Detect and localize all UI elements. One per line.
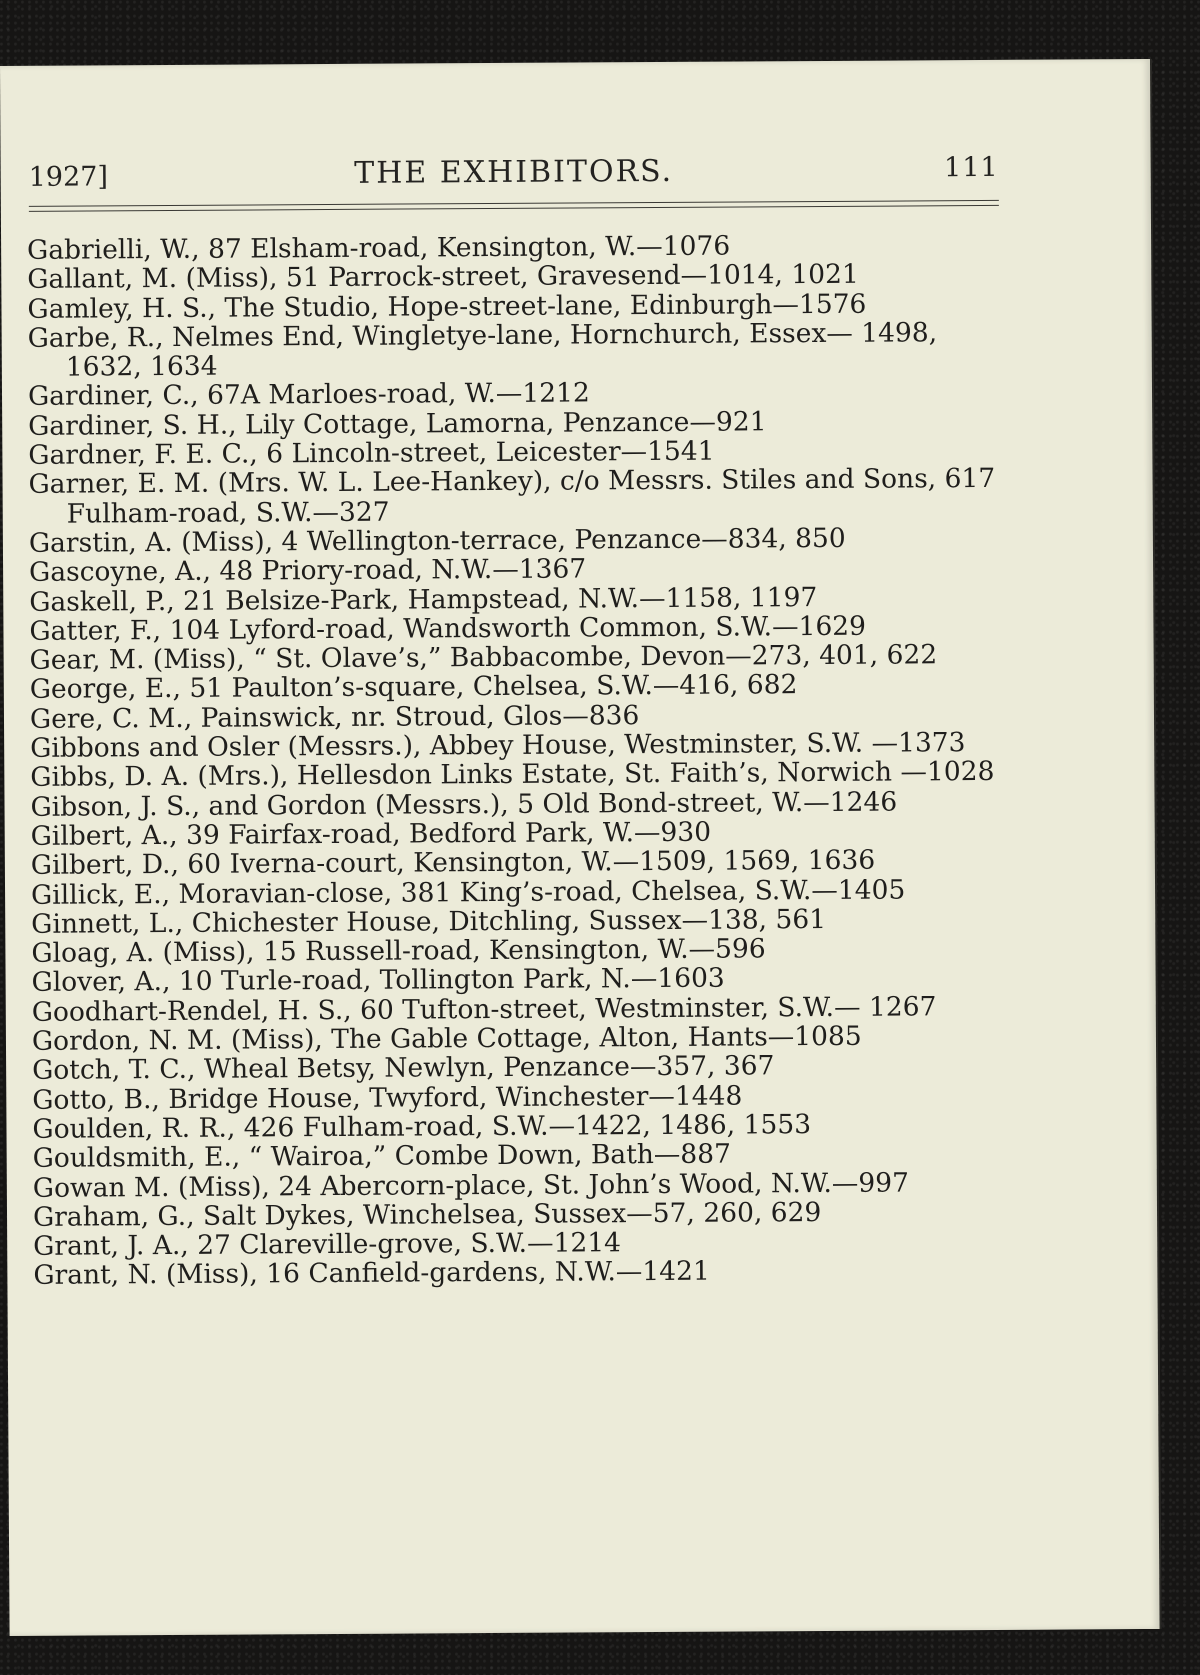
list-item: Goodhart-Rendel, H. S., 60 Tufton-street, Westminster, S.W.— 1267 <box>31 991 937 1028</box>
list-item: Gotto, B., Bridge House, Twyford, Winchester—1448 <box>32 1080 743 1116</box>
list-item: Gilbert, D., 60 Iverna-court, Kensington, W.—1509, 1569, 1636 <box>30 844 876 882</box>
list-item: Graham, G., Salt Dykes, Winchelsea, Sussex—57, 260, 629 <box>32 1196 822 1233</box>
list-item: Gordon, N. M. (Miss), The Gable Cottage, Alton, Hants—1085 <box>31 1020 862 1057</box>
list-item: Gamley, H. S., The Studio, Hope-street-lane, Edinburgh—1576 <box>27 288 867 325</box>
page-number: 111 <box>943 151 999 184</box>
list-item: Gardiner, C., 67A Marloes-road, W.—1212 <box>27 377 590 413</box>
list-item: Gabrielli, W., 87 Elsham-road, Kensington, W.—1076 <box>27 230 731 266</box>
list-item: Gouldsmith, E., “ Wairoa,” Combe Down, Bath—887 <box>32 1138 732 1175</box>
list-item: Gear, M. (Miss), “ St. Olave’s,” Babbacombe, Devon—273, 401, 622 <box>29 639 938 676</box>
list-item: Garner, E. M. (Mrs. W. L. Lee-Hankey), c/o Messrs. Stiles and Sons, 617 Fulham-road, S.W.—327 <box>28 463 996 530</box>
page-title: THE EXHIBITORS. <box>354 153 674 191</box>
list-item: Gaskell, P., 21 Belsize-Park, Hampstead, N.W.—1158, 1197 <box>29 581 818 618</box>
list-item: Ginnett, L., Chichester House, Ditchling, Sussex—138, 561 <box>31 903 827 940</box>
list-item: Grant, N. (Miss), 16 Canfield-gardens, N.W.—1421 <box>33 1256 710 1292</box>
list-item: Gloag, A. (Miss), 15 Russell-road, Kensington, W.—596 <box>31 933 766 969</box>
exhibitor-list <box>27 230 1023 1291</box>
list-item: Gowan M. (Miss), 24 Abercorn-place, St. John’s Wood, N.W.—997 <box>32 1166 910 1204</box>
list-item: Gardner, F. E. C., 6 Lincoln-street, Leicester—1541 <box>28 435 715 471</box>
header-year: 1927] <box>28 161 109 193</box>
list-item: Garbe, R., Nelmes End, Wingletye-lane, Hornchurch, Essex— 1498, 1632, 1634 <box>27 317 938 383</box>
list-item: Gardiner, S. H., Lily Cottage, Lamorna, Penzance—921 <box>28 406 767 442</box>
list-item: Garstin, A. (Miss), 4 Wellington-terrace, Penzance—834, 850 <box>28 522 846 559</box>
list-item: Gallant, M. (Miss), 51 Parrock-street, Gravesend—1014, 1021 <box>27 259 859 296</box>
list-item: Grant, J. A., 27 Clareville-grove, S.W.—1214 <box>33 1227 622 1262</box>
list-item: Gibson, J. S., and Gordon (Messrs.), 5 Old Bond-street, W.—1246 <box>30 786 898 823</box>
list-item: George, E., 51 Paulton’s-square, Chelsea, S.W.—416, 682 <box>29 669 798 706</box>
list-item: Gatter, F., 104 Lyford-road, Wandsworth Common, S.W.—1629 <box>29 610 867 647</box>
book-page <box>0 59 1160 1636</box>
running-header <box>29 152 999 198</box>
list-item: Goulden, R. R., 426 Fulham-road, S.W.—1422, 1486, 1553 <box>32 1108 812 1145</box>
list-item: Gere, C. M., Painswick, nr. Stroud, Glos—836 <box>29 699 640 735</box>
list-item: Gilbert, A., 39 Fairfax-road, Bedford Park, W.—930 <box>30 816 712 852</box>
list-item: Gascoyne, A., 48 Priory-road, N.W.—1367 <box>29 553 587 589</box>
list-item: Gillick, E., Moravian-close, 381 King’s-road, Chelsea, S.W.—1405 <box>30 874 906 911</box>
list-item: Gibbons and Osler (Messrs.), Abbey House, Westminster, S.W. —1373 <box>30 727 966 764</box>
list-item: Gotch, T. C., Wheal Betsy, Newlyn, Penzance—357, 367 <box>32 1050 775 1087</box>
list-item: Gibbs, D. A. (Mrs.), Hellesdon Links Estate, St. Faith’s, Norwich —1028 <box>30 756 995 794</box>
list-item: Glover, A., 10 Turle-road, Tollington Park, N.—1603 <box>31 963 725 999</box>
header-rule-thin <box>29 205 999 212</box>
